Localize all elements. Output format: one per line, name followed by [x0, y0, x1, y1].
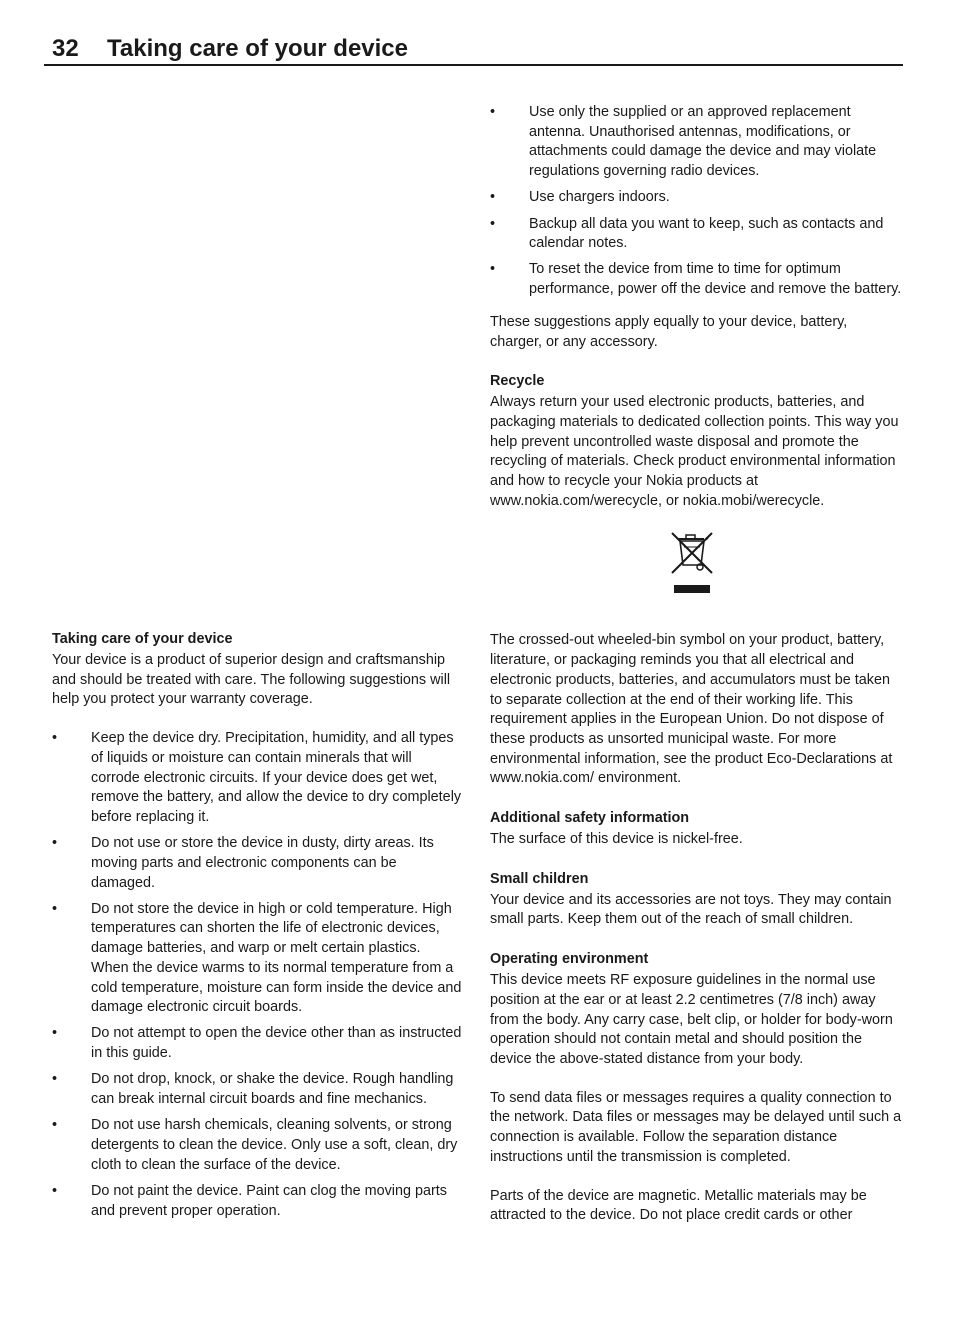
right-column: [490, 103, 902, 1226]
bullet-icon: •: [490, 261, 496, 278]
care-intro: Your device is a product of superior design and craftsmanship and should be treated with care. The following suggestions will help you protect your warranty coverage.: [52, 652, 451, 708]
list-item: • Use only the supplied or an approved replacement antenna. Unauthorised antennas, modifications, or attachments could damage the device and may violate regulations governing radio devices.: [490, 104, 877, 180]
page-number: 32: [52, 35, 79, 62]
care-bullet-list: [52, 729, 462, 1221]
list-item: • Do not drop, knock, or shake the device. Rough handling can break internal circuit boards and fine mechanics.: [52, 1071, 454, 1108]
safety-text: The surface of this device is nickel-free.: [490, 831, 743, 848]
list-item: • Backup all data you want to keep, such as contacts and calendar notes.: [490, 215, 884, 252]
list-item: • Keep the device dry. Precipitation, humidity, and all types of liquids or moisture can contain minerals that will corrode electronic circuits. If your device does get wet, remove the battery, and allow the device to dry completely before replacing it.: [52, 730, 462, 825]
bullet-icon: •: [52, 1182, 58, 1199]
list-item: • Do not use or store the device in dusty, dirty areas. Its moving parts and electronic components can be damaged.: [52, 835, 434, 891]
bullet-icon: •: [490, 104, 496, 120]
environment-text-1: This device meets RF exposure guidelines in the normal use position at the ear or at least 2.2 centimetres (7/8 inch) away from the body. Any carry case, belt clip, or holder for body-worn operation should not contain metal and should position the device the above-stated distance from your body.: [490, 972, 893, 1067]
section-heading-recycle: Recycle: [490, 373, 545, 390]
bin-symbol-text: The crossed-out wheeled-bin symbol on your product, battery, literature, or packaging reminds you that all electrical and electronic products, batteries, and accumulators must be taken to separate collection at the end of their working life. This requirement applies in the European Union. Do not dispose of these products as unsorted municipal waste. For more environmental information, see the product Eco-Declarations at www.nokia.com/ environment.: [490, 632, 893, 787]
bullet-icon: •: [490, 215, 496, 232]
environment-text-3: Parts of the device are magnetic. Metallic materials may be attracted to the device. Do not place credit cards or other: [490, 1187, 867, 1224]
list-item: • Do not use harsh chemicals, cleaning solvents, or strong detergents to clean the device. Only use a soft, clean, dry cloth to clean the surface of the device.: [52, 1117, 458, 1173]
page-title: Taking care of your device: [107, 35, 408, 62]
section-heading-environment: Operating environment: [490, 951, 649, 968]
suggestions-note: These suggestions apply equally to your device, battery, charger, or any accessory.: [490, 313, 848, 350]
environment-text-2: To send data files or messages requires a quality connection to the network. Data files or messages may be delayed until such a connection is available. Follow the separation distance instructions until the transmission is completed.: [490, 1089, 902, 1165]
page-header: [44, 34, 903, 66]
section-heading-children: Small children: [490, 870, 589, 887]
bullet-icon: •: [52, 1025, 58, 1042]
bullet-icon: •: [52, 1071, 58, 1088]
list-item: • Do not attempt to open the device other than as instructed in this guide.: [52, 1025, 462, 1062]
list-item: • Do not paint the device. Paint can clog the moving parts and prevent proper operation.: [52, 1182, 447, 1219]
children-text: Your device and its accessories are not toys. They may contain small parts. Keep them out of the reach of small children.: [490, 891, 892, 928]
bullet-icon: •: [52, 900, 58, 917]
list-item: • Use chargers indoors.: [490, 188, 902, 208]
left-column: [52, 629, 462, 1228]
bullet-icon: •: [490, 189, 496, 206]
list-item: • To reset the device from time to time for optimum performance, power off the device and remove the battery.: [490, 261, 902, 298]
bullet-icon: •: [52, 1117, 58, 1134]
section-heading-care: Taking care of your device: [52, 631, 233, 647]
bullet-icon: •: [52, 730, 58, 747]
recycle-text: Always return your used electronic products, batteries, and packaging materials to dedicated collection points. This way you help prevent uncontrolled waste disposal and promote the recycling of materials. Check product environmental information and how to recycle your Nokia products at www.nokia.com/werecycle, or nokia.mobi/werecycle.: [490, 394, 899, 509]
crossed-out-wheeled-bin-icon: [490, 511, 902, 631]
care-bullet-list-continued: [490, 103, 902, 300]
list-item: • Do not store the device in high or cold temperature. High temperatures can shorten the life of electronic devices, damage batteries, and warp or melt certain plastics. When the device warms to its normal temperature from a cold temperature, moisture can form inside the device and damage electronic circuit boards.: [52, 900, 462, 1016]
section-heading-safety: Additional safety information: [490, 810, 690, 827]
bullet-icon: •: [52, 835, 58, 852]
